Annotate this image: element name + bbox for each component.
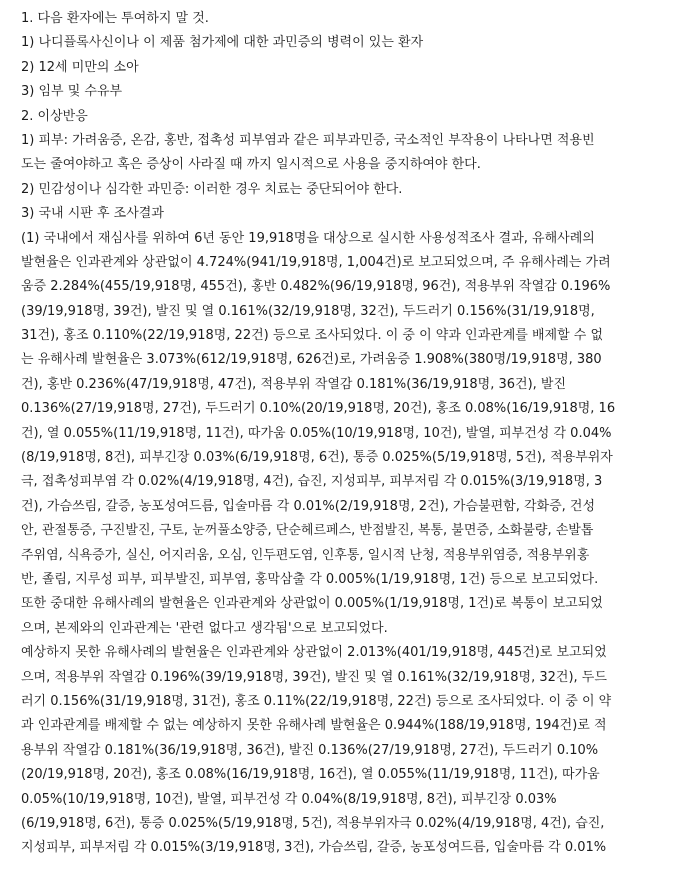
text-line: 극, 접촉성피부염 각 0.02%(4/19,918명, 4건), 습진, 지성피부, 피부저림 각 0.015%(3/19,918명, 3 — [21, 474, 603, 490]
text-line: (8/19,918명, 8건), 피부긴장 0.03%(6/19,918명, 6건), 통증 0.025%(5/19,918명, 5건), 적용부위자 — [21, 450, 613, 466]
text-line: 2. 이상반응 — [21, 108, 88, 124]
text-line: 2) 민감성이나 심각한 과민증: 이러한 경우 치료는 중단되어야 한다. — [21, 181, 403, 197]
text-line: 으며, 적용부위 작열감 0.196%(39/19,918명, 39건), 발진 및 열 0.161%(32/19,918명, 32건), 두드 — [21, 669, 607, 685]
text-line: 0.05%(10/19,918명, 10건), 발열, 피부건성 각 0.04%(8/19,918명, 8건), 피부긴장 0.03% — [21, 791, 557, 807]
text-line: 1) 피부: 가려움증, 온감, 홍반, 접촉성 피부염과 같은 피부과민증, 국소적인 부작용이 나타나면 적용빈 — [21, 132, 595, 148]
text-line: 과 인과관계를 배제할 수 없는 예상하지 못한 유해사례 발현율은 0.944%(188/19,918명, 194건)로 적 — [21, 718, 607, 734]
text-line: (6/19,918명, 6건), 통증 0.025%(5/19,918명, 5건), 적용부위자극 0.02%(4/19,918명, 4건), 습진, — [21, 815, 605, 831]
text-line: 용부위 작열감 0.181%(36/19,918명, 36건), 발진 0.136%(27/19,918명, 27건), 두드러기 0.10% — [21, 742, 599, 758]
text-line: 도는 줄여야하고 혹은 증상이 사라질 때 까지 일시적으로 사용을 중지하여야 한다. — [21, 157, 481, 173]
text-line: 주위염, 식욕증가, 실신, 어지러움, 오심, 인두편도염, 인후통, 일시적 난청, 적용부위염증, 적용부위홍 — [21, 547, 590, 563]
text-line: 또한 중대한 유해사례의 발현율은 인과관계와 상관없이 0.005%(1/19,918명, 1건)로 복통이 보고되었 — [21, 596, 603, 612]
text-line: 3) 국내 시판 후 조사결과 — [21, 206, 164, 222]
text-line: 31건), 홍조 0.110%(22/19,918명, 22건) 등으로 조사되었다. 이 중 이 약과 인과관계를 배제할 수 없 — [21, 328, 604, 344]
text-line: 1) 나디플록사신이나 이 제품 첨가제에 대한 과민증의 병력이 있는 환자 — [21, 35, 424, 51]
text-line: 0.136%(27/19,918명, 27건), 두드러기 0.10%(20/19,918명, 20건), 홍조 0.08%(16/19,918명, 16 — [21, 401, 616, 417]
text-line: 안, 관절통증, 구진발진, 구토, 눈꺼풀소양증, 단순헤르페스, 반점발진, 복통, 불면증, 소화불량, 손발톱 — [21, 523, 594, 539]
text-line: 으며, 본제와의 인과관계는 '관련 없다고 생각됨'으로 보고되었다. — [21, 620, 388, 636]
text-line: 발현율은 인과관계와 상관없이 4.724%(941/19,918명, 1,004건)로 보고되었으며, 주 유해사례는 가려 — [21, 254, 611, 270]
text-line: 2) 12세 미만의 소아 — [21, 59, 139, 75]
text-line: 러기 0.156%(31/19,918명, 31건), 홍조 0.11%(22/19,918명, 22건) 등으로 조사되었다. 이 중 이 약 — [21, 693, 612, 709]
text-line: 1. 다음 환자에는 투여하지 말 것. — [21, 11, 209, 26]
text-line: 3) 임부 및 수유부 — [21, 84, 123, 100]
text-line: 움증 2.284%(455/19,918명, 455건), 홍반 0.482%(96/19,918명, 96건), 적용부위 작열감 0.196% — [21, 279, 611, 295]
text-line: 건), 홍반 0.236%(47/19,918명, 47건), 적용부위 작열감 0.181%(36/19,918명, 36건), 발진 — [21, 376, 567, 392]
text-line: 반, 졸림, 지루성 피부, 피부발진, 피부염, 홍막삼출 각 0.005%(1/19,918명, 1건) 등으로 보고되었다. — [21, 571, 599, 587]
text-line: (1) 국내에서 재심사를 위하여 6년 동안 19,918명을 대상으로 실시한 사용성적조사 결과, 유해사례의 — [21, 230, 595, 246]
text-line: (39/19,918명, 39건), 발진 및 열 0.161%(32/19,918명, 32건), 두드러기 0.156%(31/19,918명, — [21, 303, 595, 319]
text-line: 예상하지 못한 유해사례의 발현율은 인과관계와 상관없이 2.013%(401/19,918명, 445건)로 보고되었 — [21, 645, 607, 661]
text-line: 건), 가슴쓰림, 갈증, 농포성여드름, 입술마름 각 0.01%(2/19,918명, 2건), 가슴불편함, 각화증, 건성 — [21, 498, 596, 514]
text-line: 건), 열 0.055%(11/19,918명, 11건), 따가움 0.05%(10/19,918명, 10건), 발열, 피부건성 각 0.04% — [21, 425, 612, 441]
text-line: 지성피부, 피부저림 각 0.015%(3/19,918명, 3건), 가슴쓰림, 갈증, 농포성여드름, 입술마름 각 0.01% — [21, 840, 607, 856]
text-line: (20/19,918명, 20건), 홍조 0.08%(16/19,918명, 16건), 열 0.055%(11/19,918명, 11건), 따가움 — [21, 767, 600, 783]
text-line: 는 유해사례 발현율은 3.073%(612/19,918명, 626건)로, 가려움증 1.908%(380명/19,918명, 380 — [21, 352, 602, 368]
